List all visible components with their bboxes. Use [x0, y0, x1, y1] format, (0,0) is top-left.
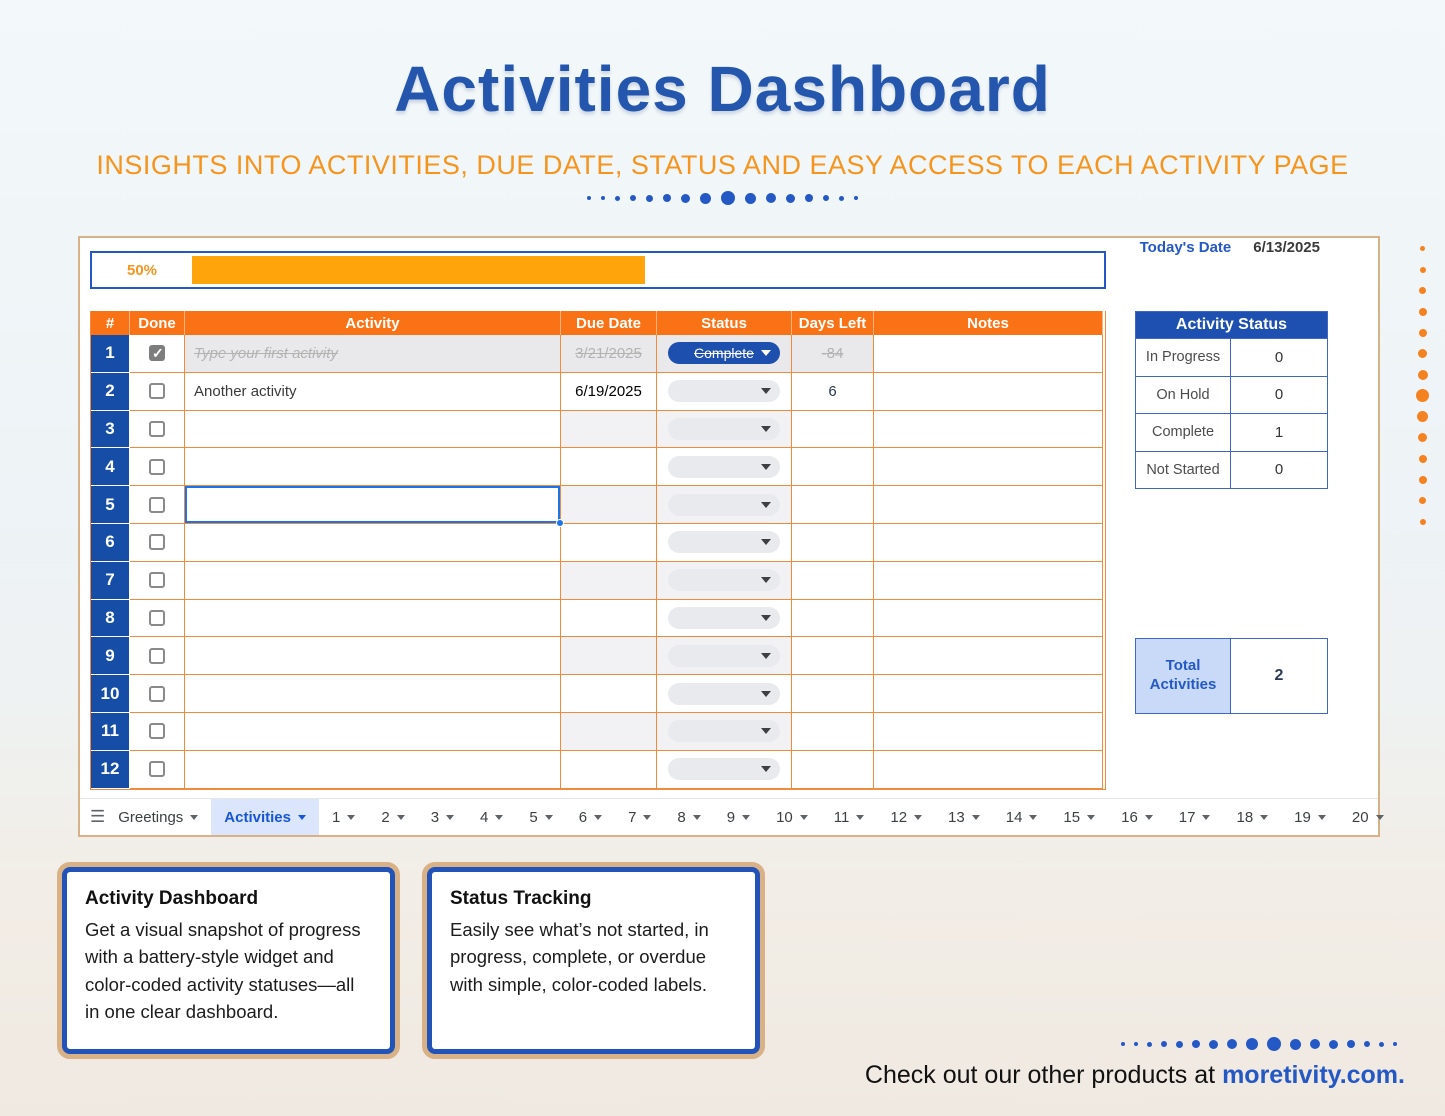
notes-cell[interactable]: [874, 637, 1103, 675]
activity-cell[interactable]: [185, 713, 561, 751]
decorative-dot: [1290, 1039, 1301, 1050]
chevron-down-icon: [347, 815, 355, 820]
chevron-down-icon: [643, 815, 651, 820]
decorative-dot: [630, 195, 636, 201]
due-date-cell[interactable]: [561, 411, 657, 449]
done-cell[interactable]: [130, 637, 185, 675]
info-card-status-tracking: [422, 862, 765, 1059]
activity-cell[interactable]: [185, 600, 561, 638]
row-number: 12: [91, 751, 130, 789]
checkbox-unchecked-icon[interactable]: [149, 648, 165, 664]
decorative-dot: [1267, 1037, 1281, 1051]
selection-fill-handle[interactable]: [556, 519, 564, 527]
decorative-dot: [854, 196, 858, 200]
tab-18[interactable]: [1223, 799, 1281, 835]
chevron-down-icon: [1087, 815, 1095, 820]
status-panel-row: [1136, 451, 1327, 489]
decorative-dot: [1419, 497, 1426, 504]
progress-bar-fill: [192, 256, 645, 284]
dot-slot: [1420, 238, 1425, 259]
activity-cell[interactable]: [185, 448, 561, 486]
decorative-dot: [1418, 370, 1428, 380]
tab-label: 9: [726, 808, 736, 826]
tab-17[interactable]: [1166, 799, 1224, 835]
due-date-cell[interactable]: [561, 600, 657, 638]
chevron-down-icon: [1260, 815, 1268, 820]
tab-11[interactable]: [821, 799, 878, 835]
tab-label: 1: [332, 808, 341, 826]
days-left-cell[interactable]: [792, 600, 874, 638]
activity-cell[interactable]: [185, 486, 561, 524]
notes-cell[interactable]: [874, 600, 1103, 638]
decorative-dot: [1227, 1039, 1237, 1049]
done-cell[interactable]: [130, 713, 185, 751]
checkbox-unchecked-icon[interactable]: [149, 459, 165, 475]
notes-cell[interactable]: [874, 675, 1103, 713]
checkbox-unchecked-icon[interactable]: [149, 534, 165, 550]
decorative-dot: [1329, 1040, 1338, 1049]
done-cell[interactable]: [130, 448, 185, 486]
days-left-cell[interactable]: [792, 448, 874, 486]
tab-7[interactable]: [615, 799, 664, 835]
tab-label: 6: [578, 808, 588, 826]
dot-slot: [1419, 301, 1427, 322]
info-card-activity-dashboard: [57, 862, 400, 1059]
dot-slot: [1418, 364, 1428, 385]
status-panel-row: [1136, 413, 1327, 451]
status-cell[interactable]: [657, 524, 792, 562]
status-dropdown[interactable]: [668, 720, 780, 742]
notes-cell[interactable]: [874, 524, 1103, 562]
row-number: 3: [91, 411, 130, 449]
chevron-down-icon: [1202, 815, 1210, 820]
decorative-dots-row: [0, 188, 1445, 208]
dot-slot: [1419, 448, 1427, 469]
checkbox-unchecked-icon[interactable]: [149, 421, 165, 437]
decorative-dot: [721, 191, 735, 205]
tab-activities[interactable]: [211, 799, 319, 835]
tab-8[interactable]: [664, 799, 713, 835]
notes-cell[interactable]: [874, 373, 1103, 411]
row-number: 6: [91, 524, 130, 562]
card-title: Status Tracking: [450, 888, 592, 909]
decorative-dot: [1417, 411, 1428, 422]
decorative-dot: [1347, 1040, 1355, 1048]
decorative-dot: [1364, 1041, 1370, 1047]
status-cell[interactable]: [657, 600, 792, 638]
decorative-dot: [1420, 246, 1425, 251]
status-cell[interactable]: [657, 486, 792, 524]
status-panel-label: On Hold: [1136, 377, 1231, 414]
status-dropdown[interactable]: [668, 645, 780, 667]
days-left-cell[interactable]: [792, 675, 874, 713]
chevron-down-icon: [446, 815, 454, 820]
total-activities-panel: [1135, 638, 1328, 714]
done-cell[interactable]: [130, 335, 185, 373]
tab-10[interactable]: [763, 799, 821, 835]
days-left-cell[interactable]: [792, 524, 874, 562]
activity-cell[interactable]: Type your first activity: [185, 335, 561, 373]
tab-9[interactable]: [714, 799, 763, 835]
status-cell[interactable]: [657, 335, 792, 373]
decorative-dot: [700, 193, 711, 204]
checkbox-unchecked-icon[interactable]: [149, 723, 165, 739]
decorative-dot: [1418, 433, 1427, 442]
chevron-down-icon: [190, 815, 198, 820]
row-number: 5: [91, 486, 130, 524]
tab-6[interactable]: [566, 799, 615, 835]
decorative-dot: [1379, 1042, 1384, 1047]
due-date-cell[interactable]: [561, 448, 657, 486]
todays-date-label: Today's Date: [1139, 239, 1232, 256]
tab-label: 10: [776, 808, 793, 826]
done-cell[interactable]: [130, 373, 185, 411]
column-header-due-date: Due Date: [561, 311, 657, 335]
decorative-dot: [1419, 455, 1427, 463]
decorative-dot: [681, 194, 690, 203]
row-number: 2: [91, 373, 130, 411]
notes-cell[interactable]: [874, 335, 1103, 373]
decorative-dot: [663, 194, 671, 202]
column-header-notes: Notes: [874, 311, 1103, 335]
decorative-dot: [766, 193, 776, 203]
tab-label: 16: [1121, 808, 1138, 826]
chevron-down-icon: [1029, 815, 1037, 820]
chevron-down-icon: [800, 815, 808, 820]
spreadsheet-window: [78, 236, 1380, 837]
decorative-dot: [1416, 389, 1429, 402]
tab-label: 3: [430, 808, 440, 826]
todays-date: [1140, 239, 1320, 256]
chevron-down-icon: [742, 815, 750, 820]
chevron-down-icon: [856, 815, 864, 820]
activity-cell[interactable]: [185, 562, 561, 600]
tab-14[interactable]: [993, 799, 1051, 835]
notes-cell[interactable]: [874, 448, 1103, 486]
done-cell[interactable]: [130, 524, 185, 562]
chevron-down-icon: [397, 815, 405, 820]
status-dropdown-label: Complete: [694, 345, 754, 362]
done-cell[interactable]: [130, 562, 185, 600]
status-panel-value: 1: [1274, 423, 1284, 441]
decorative-dot: [1147, 1042, 1152, 1047]
column-header-days-left: Days Left: [792, 311, 874, 335]
tab-label: 11: [833, 808, 850, 826]
status-dropdown[interactable]: [668, 342, 780, 364]
tab-3[interactable]: [418, 799, 467, 835]
dot-slot: [1418, 343, 1427, 364]
due-date-cell[interactable]: [561, 486, 657, 524]
card-body: Easily see what’s not started, in progress, complete, or overdue with simple, color-coded labels.: [450, 919, 709, 995]
tab-2[interactable]: [368, 799, 417, 835]
sheet-list-menu-icon[interactable]: ☰: [90, 807, 106, 826]
due-date-cell[interactable]: [561, 751, 657, 789]
dot-slot: [1419, 280, 1426, 301]
tab-15[interactable]: [1050, 799, 1108, 835]
status-dropdown[interactable]: [668, 569, 780, 591]
column-header-activity: Activity: [185, 311, 561, 335]
due-date-cell[interactable]: [561, 637, 657, 675]
sheet-tab-bar: [80, 798, 1378, 835]
activity-cell[interactable]: [185, 524, 561, 562]
status-dropdown[interactable]: [668, 494, 780, 516]
due-date-cell[interactable]: [561, 524, 657, 562]
days-left-cell[interactable]: -84: [792, 335, 874, 373]
days-left-cell[interactable]: [792, 713, 874, 751]
chevron-down-icon: [298, 815, 306, 820]
dot-slot: [1416, 385, 1429, 406]
decorative-dot: [587, 196, 591, 200]
tab-4[interactable]: [467, 799, 516, 835]
decorative-dot: [805, 194, 813, 202]
chevron-down-icon: [495, 815, 503, 820]
tab-label: Activities: [224, 808, 291, 826]
dot-slot: [1418, 427, 1427, 448]
decorative-dot: [1419, 329, 1427, 337]
tab-1[interactable]: [319, 799, 368, 835]
days-left-cell[interactable]: [792, 751, 874, 789]
decorative-dot: [601, 196, 605, 200]
row-number: 7: [91, 562, 130, 600]
dot-slot: [1417, 406, 1428, 427]
decorative-dot: [646, 195, 653, 202]
row-number: 11: [91, 713, 130, 751]
tab-label: 4: [480, 808, 489, 826]
decorative-dot: [1420, 519, 1426, 525]
todays-date-value: 6/13/2025: [1253, 239, 1320, 256]
status-panel-value: 0: [1274, 386, 1284, 404]
tab-label: 18: [1236, 808, 1254, 826]
checkbox-unchecked-icon[interactable]: [149, 497, 165, 513]
status-panel-value: 0: [1274, 461, 1284, 479]
decorative-dot: [1418, 349, 1427, 358]
chevron-down-icon: [1318, 815, 1326, 820]
total-activities-value: 2: [1274, 667, 1284, 684]
decorative-dot: [1310, 1039, 1320, 1049]
checkbox-unchecked-icon[interactable]: [149, 383, 165, 399]
done-cell[interactable]: [130, 411, 185, 449]
due-date-cell[interactable]: 6/19/2025: [561, 373, 657, 411]
chevron-down-icon: [1145, 815, 1153, 820]
footer: [865, 1037, 1405, 1090]
column-header-done: Done: [130, 311, 185, 335]
decorative-dot: [823, 195, 829, 201]
status-panel-row: [1136, 376, 1327, 414]
decorative-dot: [615, 196, 620, 201]
status-dropdown[interactable]: [668, 418, 780, 440]
decorative-dots-column: [1416, 238, 1429, 532]
decorative-dot: [1209, 1040, 1218, 1049]
tab-label: 7: [628, 808, 637, 826]
activity-cell[interactable]: Another activity: [185, 373, 561, 411]
decorative-dot: [1176, 1041, 1183, 1048]
tab-label: 12: [890, 808, 908, 826]
tab-5[interactable]: [516, 799, 565, 835]
column-header-status: Status: [657, 311, 792, 335]
status-dropdown[interactable]: [668, 683, 780, 705]
status-dropdown[interactable]: [668, 607, 780, 629]
checkbox-unchecked-icon[interactable]: [149, 572, 165, 588]
card-body: Get a visual snapshot of progress with a battery-style widget and color-coded activity statuses—all in one clear dashboard.: [85, 919, 361, 1023]
chevron-down-icon: [693, 815, 701, 820]
status-cell[interactable]: [657, 373, 792, 411]
dot-slot: [1420, 259, 1426, 280]
due-date-cell[interactable]: 3/21/2025: [561, 335, 657, 373]
row-number: 8: [91, 600, 130, 638]
status-dropdown[interactable]: [668, 758, 780, 780]
row-number: 10: [91, 675, 130, 713]
activity-status-title: Activity Status: [1136, 312, 1327, 338]
decorative-dot: [1419, 287, 1426, 294]
tab-12[interactable]: [877, 799, 935, 835]
status-dropdown[interactable]: [668, 456, 780, 478]
done-cell[interactable]: [130, 486, 185, 524]
tab-label: 14: [1005, 808, 1023, 826]
status-panel-value: 0: [1274, 348, 1284, 366]
decorative-dot: [1419, 308, 1427, 316]
done-cell[interactable]: [130, 675, 185, 713]
done-cell[interactable]: [130, 751, 185, 789]
due-date-cell[interactable]: [561, 562, 657, 600]
tab-label: Greetings: [118, 808, 184, 826]
decorative-dot: [1161, 1041, 1167, 1047]
notes-cell[interactable]: [874, 411, 1103, 449]
tab-label: 15: [1063, 808, 1081, 826]
status-dropdown[interactable]: [668, 380, 780, 402]
due-date-cell[interactable]: [561, 675, 657, 713]
tab-13[interactable]: [935, 799, 993, 835]
decorative-dot: [1246, 1038, 1258, 1050]
total-activities-label: Total Activities: [1136, 639, 1231, 713]
tab-greetings[interactable]: [105, 799, 211, 835]
decorative-dot: [1419, 476, 1427, 484]
days-left-cell[interactable]: [792, 411, 874, 449]
decorative-dot: [1134, 1042, 1138, 1046]
notes-cell[interactable]: [874, 562, 1103, 600]
status-cell[interactable]: [657, 751, 792, 789]
status-cell[interactable]: [657, 675, 792, 713]
progress-percent-label: 50%: [126, 261, 158, 279]
footer-brand-link[interactable]: moretivity.com.: [1222, 1061, 1405, 1089]
tab-19[interactable]: [1281, 799, 1339, 835]
notes-cell[interactable]: [874, 713, 1103, 751]
status-cell[interactable]: [657, 713, 792, 751]
tab-label: 13: [948, 808, 965, 826]
status-panel-row: [1136, 338, 1327, 376]
activity-cell[interactable]: [185, 411, 561, 449]
activity-cell[interactable]: [185, 637, 561, 675]
tab-20[interactable]: [1339, 799, 1397, 835]
status-cell[interactable]: [657, 448, 792, 486]
activity-status-panel: [1135, 311, 1328, 489]
activity-cell[interactable]: [185, 675, 561, 713]
page-subtitle: INSIGHTS INTO ACTIVITIES, DUE DATE, STATUS AND EASY ACCESS TO EACH ACTIVITY PAGE: [96, 150, 1349, 180]
status-panel-label: Not Started: [1136, 452, 1231, 489]
row-number: 1: [91, 335, 130, 373]
status-cell[interactable]: [657, 411, 792, 449]
notes-cell[interactable]: [874, 751, 1103, 789]
status-cell[interactable]: [657, 562, 792, 600]
decorative-dot: [786, 194, 795, 203]
column-header--: #: [91, 311, 130, 335]
checkbox-unchecked-icon[interactable]: [149, 761, 165, 777]
days-left-cell[interactable]: 6: [792, 373, 874, 411]
decorative-dots-row: [865, 1037, 1397, 1051]
status-panel-label: Complete: [1136, 414, 1231, 451]
days-left-cell[interactable]: [792, 486, 874, 524]
chevron-down-icon: [545, 815, 553, 820]
page-title: Activities Dashboard: [394, 53, 1051, 125]
chevron-down-icon: [914, 815, 922, 820]
dot-slot: [1419, 322, 1427, 343]
progress-bar: [90, 251, 1106, 289]
decorative-dot: [1420, 267, 1426, 273]
decorative-dot: [745, 193, 756, 204]
tab-label: 2: [381, 808, 390, 826]
decorative-dot: [839, 196, 844, 201]
days-left-cell[interactable]: [792, 637, 874, 675]
checkbox-unchecked-icon[interactable]: [149, 686, 165, 702]
status-dropdown[interactable]: [668, 531, 780, 553]
row-number: 4: [91, 448, 130, 486]
activities-table: [90, 311, 1106, 790]
tab-label: 8: [677, 808, 686, 826]
chevron-down-icon: [972, 815, 980, 820]
dot-slot: [1420, 511, 1426, 532]
footer-text-plain: Check out our other products at: [864, 1061, 1223, 1089]
tab-label: 17: [1178, 808, 1196, 826]
status-cell[interactable]: [657, 637, 792, 675]
decorative-dot: [1121, 1042, 1125, 1046]
dot-slot: [1419, 469, 1427, 490]
dot-slot: [1419, 490, 1426, 511]
checkbox-unchecked-icon[interactable]: [149, 610, 165, 626]
row-number: 9: [91, 637, 130, 675]
card-title: Activity Dashboard: [85, 888, 259, 909]
activity-cell[interactable]: [185, 751, 561, 789]
tab-label: 5: [529, 808, 538, 826]
footer-text: [865, 1061, 1405, 1090]
notes-cell[interactable]: [874, 486, 1103, 524]
due-date-cell[interactable]: [561, 713, 657, 751]
checkbox-checked-icon[interactable]: [149, 345, 165, 361]
decorative-dot: [1393, 1042, 1397, 1046]
tab-label: 19: [1294, 808, 1311, 826]
done-cell[interactable]: [130, 600, 185, 638]
chevron-down-icon: [594, 815, 602, 820]
chevron-down-icon: [1376, 815, 1384, 820]
days-left-cell[interactable]: [792, 562, 874, 600]
decorative-dot: [1192, 1040, 1200, 1048]
tab-label: 20: [1351, 808, 1369, 826]
tab-16[interactable]: [1108, 799, 1166, 835]
status-panel-label: In Progress: [1136, 339, 1231, 376]
